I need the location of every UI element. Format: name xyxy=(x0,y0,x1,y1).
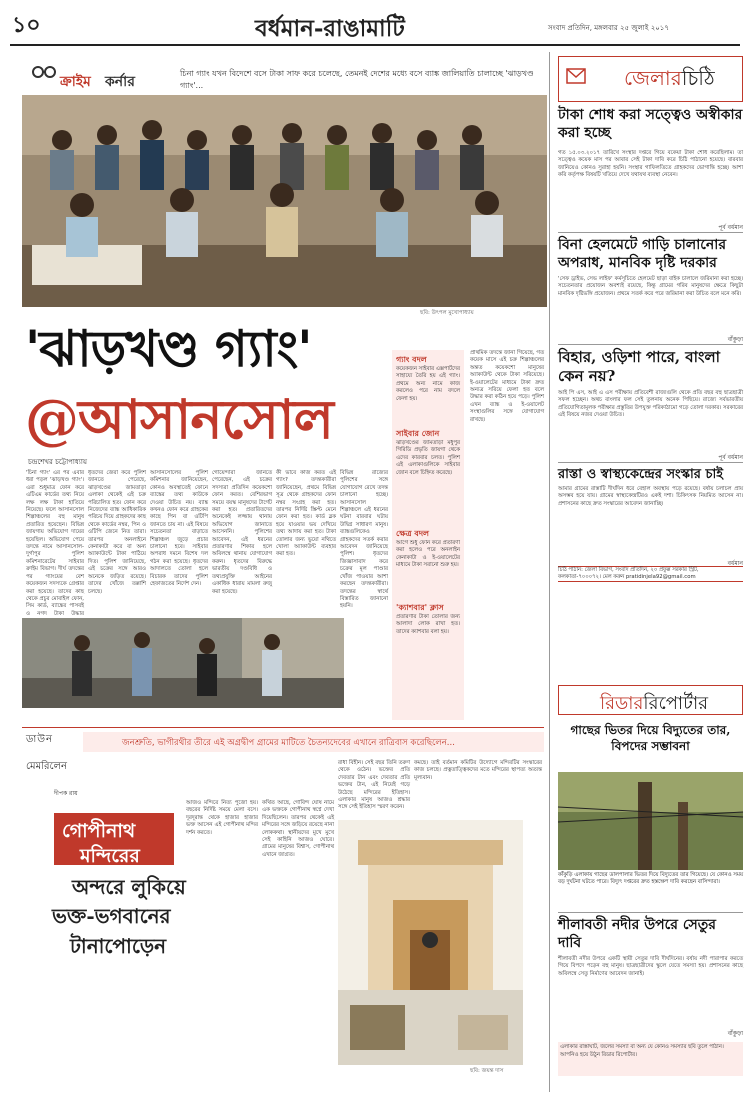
story-col-1: 'চিনা গ্যাং' এর পর এবার ধরা পড়ল 'ঝাড়খণ্ড গ্যাং'। এরা শুধুমাত্র ফোন করে এটিএম কার্ডের তথ্য নিয়ে লক্ষ লক্ষ টাকা হাতিয়ে নিয়েছে। ফলে আসানসোল শিল্পাঞ্চলের বহু মানুষ প্রতারিত হয়েছেন। বিভিন্ন জায়গায় অভিযোগ দায়ের হয়েছিল। অভিযোগ পেয়ে তদন্তে নামে আসানসোল-দুর্গাপুর পুলিশ কমিশনারেটের সাইবার ক্রাইম বিভাগ। দীর্ঘ তদন্তের পর গ্যাংয়ের বেশ কয়েকজন সদস্যকে গ্রেপ্তার করা হয়েছে। তাদের কাছ থেকে প্রচুর মোবাইল ফোন, সিম কার্ড, ব্যাঙ্কের পাসবই ও নগদ টাকা উদ্ধার xyxy=(26,470,84,617)
temple-photo xyxy=(338,820,523,1065)
reader-caption: কাঁকুড়ি এলাকায় গাছের ডালপালার ভিতর দিয়ে বিদ্যুতের তার গিয়েছে। যে কোনও সময় বড় দুর্ঘটনা ঘটতে পারে। বিদ্যুৎ দপ্তরের দ্রুত হস্তক্ষেপ দাবি করছেন বাসিন্দারা। xyxy=(558,872,743,886)
byline: চন্দ্রশেখর চট্টোপাধ্যায় xyxy=(28,458,87,466)
story-col-2: ধৃতদের জেরা করে পুলিশ জানতে পেরেছে, ঝাড়খণ্ডের জামতাড়া এলাকা থেকেই এই চক্র পরিচালিত হত। ফোন করে নিজেদের ব্যাঙ্ক আধিকারিক পরিচয় দিয়ে গ্রাহকদের কাছ থেকে কার্ডের নম্বর, পিন ও ওটিপি জেনে নিত তারা। তারপর অনলাইনে কেনাকাটা করে বা অন্য অ্যাকাউন্টে টাকা পাঠিয়ে দিত। পুলিশ জানিয়েছে, এই চক্রের সঙ্গে আরও অনেকে জড়িত রয়েছে। তাদের খোঁজে তল্লাশি চলছে। xyxy=(88,470,146,595)
letter-3-signature: পূর্ব বর্ধমান xyxy=(718,454,743,461)
memory-lane-label-memorylane: মেমরিলেন xyxy=(26,761,67,772)
letter-3-text: আই পি এস, আই এ এস পরীক্ষায় প্রতিবেশী রাজ্যগুলি থেকে প্রতি বছর বহু ছাত্রছাত্রী সফল হচ্ছেন। অথচ বাংলার ফল সেই তুলনায় অনেক পিছিয়ে। রাজ্যে সর্বভারতীয় প্রতিযোগিতামূলক পরীক্ষার প্রস্তুতির উপযুক্ত পরিকাঠামো গড়ে তোলা দরকার। সরকারের এই বিষয়ে নজর দেওয়া উচিত। xyxy=(558,390,743,419)
memory-lane-title-3: অন্দরে লুকিয়ে xyxy=(72,875,186,899)
story-col-6: বিভিন্ন রাজ্যের পুলিশের সঙ্গে যোগাযোগ রেখে তদন্ত চালানো হচ্ছে। আসানসোল শিল্পাঞ্চলে এই ধরনের ঘটনা বারবার ঘটায় উদ্বিগ্ন সাধারণ মানুষ। ব্যাঙ্কগুলিকেও গ্রাহকদের সতর্ক করার আবেদন জানিয়েছে পুলিশ। ধৃতদের জিজ্ঞাসাবাদ করে চক্রের মূল পাণ্ডার খোঁজ পাওয়ার আশা করছেন তদন্তকারীরা। তদন্তের স্বার্থে বিস্তারিত জানানো হয়নি। xyxy=(340,470,388,610)
memory-lane-title-2: মন্দিরের xyxy=(80,845,140,867)
sidebar-text-3: আগে শুধু ফোন করে প্রতারণা করা হলেও পরে অনলাইন কেনাকাটা ও ই-ওয়ালেটের মাধ্যমে টাকা সরানো শুরু হয়। xyxy=(396,540,460,569)
memory-lane-label-down: ডাউন xyxy=(26,734,54,745)
separator xyxy=(558,462,743,463)
separator xyxy=(558,232,743,233)
dateline: সংবাদ প্রতিদিন, মঙ্গলবার ২৫ জুলাই ২০১৭ xyxy=(548,24,669,32)
letter-5-headline: শীলাবতী নদীর উপরে সেতুর দাবি xyxy=(558,917,716,951)
letter-4-text: আমার গ্রামের রাস্তাটি দীর্ঘদিন ধরে বেহাল অবস্থায় পড়ে রয়েছে। বর্ষায় চলাচল প্রায় অসম্ভব হয়ে যায়। গ্রামের স্বাস্থ্যকেন্দ্রটিরও একই দশা। চিকিৎসক নিয়মিত আসেন না। প্রশাসনের কাছে দ্রুত সংস্কারের আবেদন জানাচ্ছি। xyxy=(558,486,743,507)
headline-line2: @আসানসোল xyxy=(25,387,333,451)
page-number: ১০ xyxy=(12,12,41,38)
crime-logo-suffix: কর্নার xyxy=(105,74,135,90)
letter-3-headline: বিহার, ওড়িশা পারে, বাংলা কেন নয়? xyxy=(558,348,720,385)
column-rule xyxy=(549,52,550,1092)
separator xyxy=(558,912,743,913)
memory-lane-col-3: রাধা বিহীন। সেই বছর তিনি তরুণ থেকে ওঠেন। ভক্তের প্রতি দেবতার টান এবং দেবতার প্রতি ভক্তের টান, এই নিয়েই গড়ে উঠেছে মন্দিরের ইতিহাস। এলাকার মানুষ আজও শ্রদ্ধার সঙ্গে সেই ইতিহাস স্মরণ করেন। xyxy=(338,760,410,811)
story-col-4: গোয়েন্দারা জানতে পেরেছেন, এই চক্রের সদস্যরা প্রতিদিন কয়েকশো ফোন করত। বেশিরভাগ সময়ে বয়স্ক মানুষদের টার্গেট করা হত। প্রতারিতদের অনেকেই লজ্জায় থানায় অভিযোগ জানাতে আসেননি। পুলিশের আবেদন, এই ধরনের প্রতারণার শিকার হলে অবিলম্বে থানায় যোগাযোগ করুন। ধৃতদের বিরুদ্ধে ভারতীয় দণ্ডবিধি ও তথ্যপ্রযুক্তি আইনের একাধিক ধারায় মামলা রুজু করা হয়েছে। xyxy=(212,470,272,595)
sidebar-heading-4: 'ক্যাশবার' ক্লাস xyxy=(396,603,444,612)
memory-lane-col-1: আজও মন্দিরে নিত্য পুজো হয়। বছরের নির্দিষ্ট সময়ে মেলা বসে। দূরদূরান্ত থেকে হাজার হাজার ভক্ত আসেন এই গোপীনাথ মন্দির দর্শন করতে। xyxy=(186,800,258,836)
story-col-5: কী ভাবে কাজ করত এই গ্যাং? তদন্তকারীরা জানিয়েছেন, প্রথমে বিভিন্ন সূত্র থেকে গ্রাহকদের ফোন নম্বর সংগ্রহ করা হত। তারপর নির্দিষ্ট স্ক্রিপ্ট মেনে ফোন করা হত। কার্ড ব্লক হয়ে যাওয়ার ভয় দেখিয়ে তথ্য আদায় করা হত। টাকা তোলার জন্য ভুয়ো নথিতে খোলা অ্যাকাউন্ট ব্যবহার করা হত। xyxy=(276,470,336,558)
letter-5-text: শীলাবতী নদীর উপরে একটি স্থায়ী সেতুর দাবি দীর্ঘদিনের। বর্ষায় নদী পারাপার করতে গিয়ে বিপদে পড়েন বহু মানুষ। ছাত্রছাত্রীদের স্কুলে যেতে সমস্যা হয়। প্রশাসনের কাছে অবিলম্বে সেতু নির্মাণের আবেদন জানাই। xyxy=(558,956,743,977)
letter-1-headline: টাকা শোধ করা সত্ত্বেও অস্বীকার করা হচ্ছে xyxy=(558,107,743,141)
crime-logo-prefix: ক্রাইম xyxy=(60,74,91,90)
memory-lane-title-5: টানাপোড়েন xyxy=(70,934,167,958)
letter-4-signature: বর্ধমান xyxy=(727,560,743,567)
memory-lane-kicker: জনশ্রুতি, ভাগীরথীর তীরে এই অগ্রদ্বীপ গ্রামের মাটিতে চৈতন্যদেবের এখানে রাত্রিবাস করেছিলেন... xyxy=(122,738,455,748)
sidebar-text-1: কয়েকজন সাইবার এক্সপার্টদের সাহায্যে তৈরি হয় এই গ্যাং। প্রথমে অন্য নামে কাজ করলেও পরে নাম বদলে ফেলা হয়। xyxy=(396,366,460,402)
memory-lane-author: দীপক রায় xyxy=(54,790,78,797)
crime-corner-logo xyxy=(30,62,158,90)
sidebar-text-4: প্রতারণার টাকা তোলার জন্য আলাদা লোক রাখা হত। তাদের ক্যাশবার বলা হয়। xyxy=(396,614,460,635)
main-news-photo xyxy=(22,95,547,307)
separator xyxy=(558,344,743,345)
letter-1-text: গত ১৫.০৩.২০১৭ তারিখে সংস্থার দপ্তরে গিয়ে বকেয়া টাকা শোধ করেছিলাম। তা সত্ত্বেও কয়েক মাস পর আবার সেই টাকা দাবি করে চিঠি পাঠানো হয়েছে। বারবার জানিয়েও কোনও সুরাহা হয়নি। সংস্থার গাফিলতিতে গ্রাহকদের ভোগান্তি হচ্ছে। আশা করি কর্তৃপক্ষ বিষয়টি খতিয়ে দেখে যথাযথ ব্যবস্থা নেবেন। xyxy=(558,150,743,179)
section-title: বর্ধমান-রাঙামাটি xyxy=(255,15,405,42)
story-col-3: আসানসোলের পুলিশ কমিশনার জানিয়েছেন, কোনও অবস্থাতেই ফোনে ব্যাঙ্কের তথ্য কাউকে দেওয়া উচিত নয়। ব্যাঙ্ক কখনও ফোন করে গ্রাহকের কাছে পিন বা ওটিপি জানতে চায় না। এই বিষয়ে সচেতনতা বাড়াতে শিল্পাঞ্চল জুড়ে প্রচার চালানো হবে। সাইবার অপরাধ দমনে বিশেষ দল গঠন করা হয়েছে। ধৃতদের আদালতে তোলা হলে বিচারক তাদের পুলিশ হেফাজতের নির্দেশ দেন। xyxy=(150,470,208,588)
sidebar-text-2: ঝাড়খণ্ডের জামতাড়া মধুপুর গিরিডি প্রভৃতি জায়গা থেকে এদের কারবার চলত। পুলিশ এই এলাকাগুলিকে সাইবার জোন বলে চিহ্নিত করেছে। xyxy=(396,440,460,476)
letter-4-headline: রাস্তা ও স্বাস্থ্যকেন্দ্রের সংস্কার চাই xyxy=(558,467,723,482)
jela-title-a: জেলার xyxy=(624,66,682,90)
reader-title-b: রিপোর্টার xyxy=(643,693,709,714)
arrest-photo xyxy=(22,618,344,708)
envelope-icon xyxy=(566,64,586,88)
footer-note: এলাকার রাস্তাঘাট, জলের সমস্যা বা অন্য যে কোনও সমস্যার ছবি তুলে পাঠান। আপনিও হয়ে উঠুন রিডার রিপোর্টার। xyxy=(558,1042,743,1076)
jela-chithi-title xyxy=(624,64,715,97)
letter-2-signature: বাঁকুড়া xyxy=(727,336,743,343)
letter-1-signature: পূর্ব বর্ধমান xyxy=(718,224,743,231)
memory-lane-title-4: ভক্ত-ভগবানের xyxy=(52,904,171,928)
temple-photo-credit: ছবি: জয়ন্ত দাস xyxy=(470,1068,504,1074)
main-photo-credit: ছবি: উৎপল মুখোপাধ্যায় xyxy=(420,310,474,316)
sidebar-heading-1: গ্যাং বদল xyxy=(396,355,427,364)
memory-lane-col-2: কথিত আছে, গোবিন্দ ঘোষ নামে এক ভক্তকে গোপীনাথ স্বপ্নে দেখা দিয়েছিলেন। তারপর থেকেই এই মন্দিরের সঙ্গে জড়িয়ে রয়েছে নানা লোককথা। স্থানীয়দের মুখে মুখে সেই কাহিনি আজও ঘোরে। গ্রামের মানুষের বিশ্বাস, গোপীনাথ এখানে জাগ্রত। xyxy=(262,800,334,858)
handcuffs-icon xyxy=(30,62,158,90)
memory-lane-col-4: কমছে। তাই বর্তমান কমিটির উদ্যোগে মন্দিরটির সংস্কারের কাজ চলছে। প্রত্নতাত্ত্বিকদের মতে মন্দিরের স্থাপত্য অত্যন্ত মূল্যবান। xyxy=(414,760,542,781)
tree-wire-photo xyxy=(558,772,743,870)
sidebar-heading-2: সাইবার জোন xyxy=(396,429,440,438)
top-rule xyxy=(10,44,740,46)
contact-info: চিঠি পাঠান: জেলা বিভাগ, সংবাদ প্রতিদিন, ২০ প্রফুল্ল সরকার স্ট্রিট, কলকাতা-৭০০০৭২। মেল করুন pratidinjela92@gmail.com xyxy=(558,566,743,582)
letter-5-signature: বাঁকুড়া xyxy=(727,1030,743,1037)
letter-2-text: 'সেফ ড্রাইভ, সেভ লাইফ' কর্মসূচিতে হেলমেট ছাড়া বাইক চালালে জরিমানা করা হচ্ছে। সচেতনতার প্রয়োজন অবশ্যই রয়েছে, কিন্তু গ্রামের গরিব মানুষদের ক্ষেত্রে কিছুটা মানবিক দৃষ্টিভঙ্গি প্রয়োজন। প্রথমে সতর্ক করে পরে জরিমানা করা উচিত বলে মনে করি। xyxy=(558,276,743,297)
reader-headline: গাছের ভিতর দিয়ে বিদ্যুতের তার, বিপদের সম্ভাবনা xyxy=(570,723,731,753)
crime-teaser: চিনা গ্যাং যখন বিদেশে বসে টাকা সাফ করে চলেছে, তেমনই দেশের মধ্যে বসে ব্যাঙ্ক জালিয়াতি চালাচ্ছে 'ঝাড়খণ্ড গ্যাং'... xyxy=(180,69,534,90)
jela-title-b: চিঠি xyxy=(681,66,715,90)
memory-lane-rule xyxy=(22,727,544,728)
letter-2-headline: বিনা হেলমেটে গাড়ি চালানোর অপরাধ, মানবিক দৃষ্টি দরকার xyxy=(558,237,727,271)
sidebar-heading-3: ক্ষেত্র বদল xyxy=(396,529,430,538)
memory-lane-title-1: গোপীনাথ xyxy=(62,820,136,842)
story-col-7: প্রাথমিক তদন্তে জানা গিয়েছে, গত কয়েক মাসে এই চক্র শিল্পাঞ্চলের অন্তত কয়েকশো মানুষের অ্যাকাউন্ট থেকে টাকা সরিয়েছে। ই-ওয়ালেটের মাধ্যমে টাকা দ্রুত অন্যত্র সরিয়ে ফেলা হত বলে উদ্ধার করা কঠিন হয়ে পড়ে। পুলিশ এখন ব্যাঙ্ক ও ই-ওয়ালেট সংস্থাগুলির সঙ্গে যোগাযোগ রাখছে। xyxy=(470,350,544,423)
headline-line1: 'ঝাড়খণ্ড গ্যাং' xyxy=(25,319,312,378)
reader-reporter-title xyxy=(600,689,708,720)
reader-title-a: রিডার xyxy=(600,693,644,714)
